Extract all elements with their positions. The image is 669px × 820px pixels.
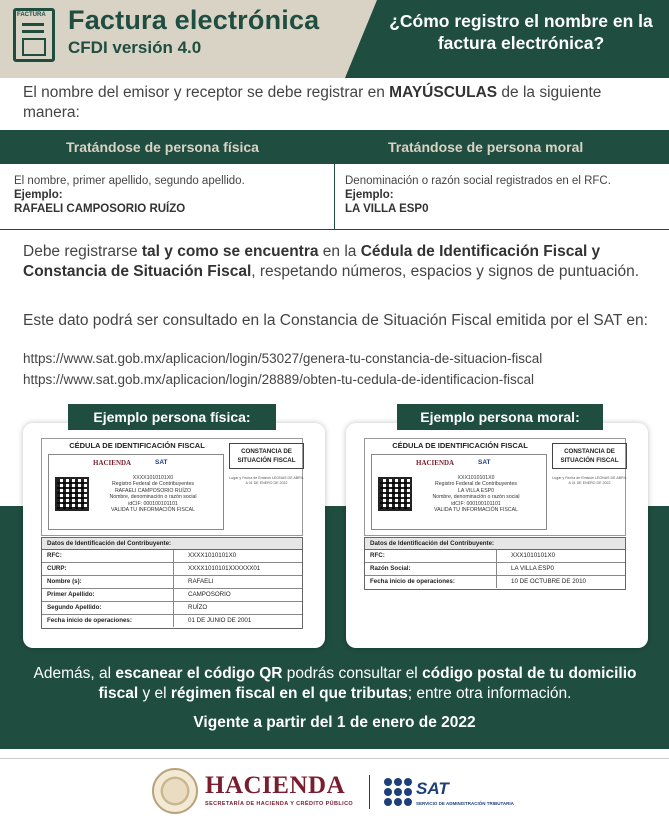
header-bar	[0, 0, 669, 78]
sat-logo: SAT	[155, 459, 168, 466]
consult-paragraph: Este dato podrá ser consultado en la Constancia de Situación Fiscal emitida por el SAT en:	[23, 312, 648, 329]
footer-sat-subtitle: SERVICIO DE ADMINISTRACIÓN TRIBUTARIA	[416, 801, 514, 806]
cedula-title: CÉDULA DE IDENTIFICACIÓN FISCAL	[392, 441, 528, 450]
footer-hacienda-subtitle: SECRETARÍA DE HACIENDA Y CRÉDITO PÚBLICO	[205, 801, 354, 807]
qr-code-icon	[55, 477, 89, 511]
effective-date: Vigente a partir del 1 de enero de 2022	[193, 714, 476, 731]
table-row: RFC: XXXX1010101X0	[42, 550, 302, 563]
data-table-moral	[364, 537, 626, 590]
header-question: ¿Cómo registro el nombre en la factura electrónica?	[389, 11, 653, 53]
constancia-title: CONSTANCIA DE SITUACIÓN FISCAL	[229, 443, 304, 469]
national-seal-icon	[152, 768, 198, 814]
sat-dots-icon	[384, 778, 412, 806]
table-row: RFC: XXX1010101X0	[365, 550, 625, 563]
page-subtitle: CFDI versión 4.0	[68, 38, 202, 57]
table-header	[0, 130, 669, 164]
intro-text: El nombre del emisor y receptor se debe registrar en MAYÚSCULAS de la siguiente manera:	[23, 84, 602, 121]
page-title: Factura electrónica	[68, 5, 320, 35]
qr-code-icon	[378, 477, 412, 511]
cell-moral: Denominación o razón social registrados en el RFC. Ejemplo: LA VILLA ESP0	[345, 175, 611, 215]
table-row: Primer Apellido: CAMPOSORIO	[42, 589, 302, 602]
cedula-details: XXX1010101X0 Registro Federal de Contribuyentes LA VILLA ESP0 Nombre, denominación o razón social idCIF: 000100101101 VALIDA TU INFORMACIÓN FISCAL	[432, 475, 520, 514]
table-row: Razón Social: LA VILLA ESP0	[365, 563, 625, 576]
registration-paragraph: Debe registrarse tal y como se encuentra en la Cédula de Identificación Fiscal y Constancia de Situación Fiscal, respetando números, espacios y signos de puntuación.	[23, 243, 640, 280]
hacienda-logo: HACIENDA	[416, 459, 455, 467]
table-row: CURP: XXXX1010101XXXXXX01	[42, 563, 302, 576]
table-row: Fecha inicio de operaciones: 10 DE OCTUBRE DE 2010	[365, 576, 625, 589]
table-divider	[334, 164, 335, 230]
qr-info-text: Además, al escanear el código QR podrás consultar el código postal de tu domicilio fiscal y el régimen fiscal en el que tributas; entre otra información.	[33, 665, 637, 702]
invoice-document-icon	[13, 8, 55, 62]
example-card-moral	[346, 423, 648, 648]
table-row: Segundo Apellido: RUÍZO	[42, 602, 302, 615]
icon-tag: FACTURA	[17, 12, 46, 18]
cedula-title: CÉDULA DE IDENTIFICACIÓN FISCAL	[69, 441, 205, 450]
column-header-moral: Tratándose de persona moral	[388, 139, 584, 155]
footer-hacienda-logo: HACIENDA	[205, 772, 346, 799]
cedula-details: XXXX1010101X0 Registro Federal de Contribuyentes RAFAELI CAMPOSORIO RUÍZO Nombre, denominación o razón social idCIF: 000100101101 VALIDA TU INFORMACIÓN FISCAL	[109, 475, 197, 514]
constancia-link[interactable]: https://www.sat.gob.mx/aplicacion/login/53027/genera-tu-constancia-de-situacion-fiscal	[23, 351, 543, 366]
data-table-header: Datos de Identificación del Contribuyente:	[42, 538, 302, 550]
footer-separator	[369, 775, 370, 809]
example-label-moral: Ejemplo persona moral:	[397, 404, 603, 430]
cell-fisica: El nombre, primer apellido, segundo apellido. Ejemplo: RAFAELI CAMPOSORIO RUÍZO	[14, 175, 245, 215]
constancia-date: Lugar y Fecha de Emisión LEONAS DE ABRIL A 01 DE ENERO DE 2022	[229, 476, 304, 485]
table-row: Nombre (s): RAFAELI	[42, 576, 302, 589]
footer-divider	[0, 758, 669, 759]
column-header-fisica: Tratándose de persona física	[66, 139, 259, 155]
footer-sat-logo: SAT	[416, 779, 449, 798]
example-card-fisica	[23, 423, 325, 648]
cedula-link[interactable]: https://www.sat.gob.mx/aplicacion/login/28889/obten-tu-cedula-de-identificacion-fiscal	[23, 372, 535, 387]
data-table-header: Datos de Identificación del Contribuyente:	[365, 538, 625, 550]
table-row: Fecha inicio de operaciones: 01 DE JUNIO DE 2001	[42, 615, 302, 628]
example-label-fisica: Ejemplo persona física:	[68, 404, 276, 430]
data-table-fisica	[41, 537, 303, 629]
hacienda-logo: HACIENDA	[93, 459, 132, 467]
constancia-date: Lugar y Fecha de Emisión LEONAS DE ABRIL A 01 DE ENERO DE 2022	[552, 476, 627, 485]
constancia-title: CONSTANCIA DE SITUACIÓN FISCAL	[552, 443, 627, 469]
sat-logo: SAT	[478, 459, 491, 466]
